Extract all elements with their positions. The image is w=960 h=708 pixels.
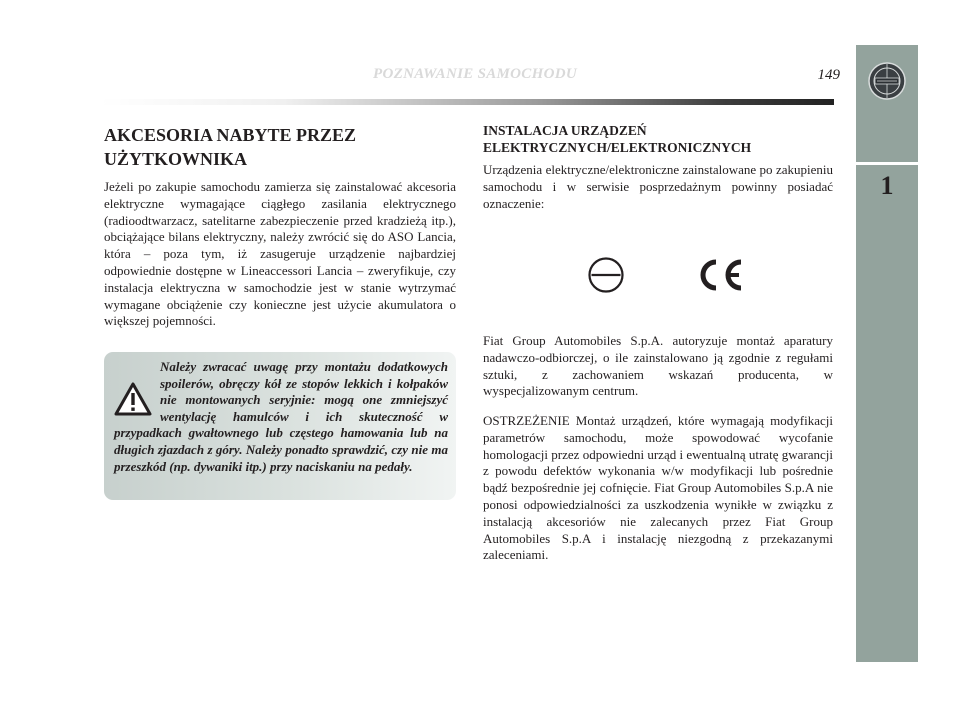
section-heading-installation <box>483 123 833 156</box>
running-header-title: POZNAWANIE SAMOCHODU <box>373 66 577 82</box>
e-mark-icon <box>587 256 625 294</box>
lancia-logo-icon <box>867 61 907 101</box>
chapter-side-tab <box>856 45 918 662</box>
warning-box <box>104 352 456 500</box>
warning-text-block <box>114 359 448 475</box>
header-rule <box>100 99 834 105</box>
heading-line-2: ELEKTRYCZNYCH/ELEKTRONICZNYCH <box>483 139 752 155</box>
warning-text: Należy zwracać uwagę przy montażu dodatkowych spoilerów, obręczy kół ze stopów lekkich i kołpaków nie montowanych seryjnie: mogą one zmniejszyć wentylację hamulców i ich skuteczność w przypadkach gwałtownego lub częstego hamowania lub na długich zjazdach z góry. Należy ponadto sprawdzić, czy nie ma przeszkód (np. dywaniki itp.) przy naciskaniu na pedały. <box>114 359 448 474</box>
heading-line-1: INSTALACJA URZĄDZEŃ <box>483 123 647 138</box>
heading-line-1: AKCESORIA NABYTE PRZEZ <box>104 125 357 145</box>
authorization-paragraph: Fiat Group Automobiles S.p.A. autoryzuje montaż aparatury nadawczo-odbiorczej, o ile zainstalowano ją zgodnie z regułami sztuki, z zachowaniem wskazań producenta, w wyspecjalizowanym centrum. <box>483 333 833 399</box>
section-heading-accessories <box>104 123 434 171</box>
chapter-number: 1 <box>880 171 894 200</box>
installation-intro-paragraph: Urządzenia elektryczne/elektroniczne zainstalowane po zakupieniu samochodu i w serwisie posprzedażnym powinny posiadać oznaczenie: <box>483 162 833 211</box>
caution-paragraph: OSTRZEŻENIE Montaż urządzeń, które wymagają modyfikacji parametrów samochodu, może spowodować wycofanie homologacji przez odpowiedni urząd i ewentualną utratę gwarancji z powodu defektów wykonania w/w modyfikacji lub pośrednie bądź bezpośrednie jej cofnięcie. Fiat Group Automobiles S.p.A nie ponosi odpowiedzialności za uszkodzenia wynikłe w związku z instalacją akcesoriów nie zalecanych przez Fiat Group Automobiles S.p.A i instalację niezgodną z przekazanymi zaleceniami. <box>483 413 833 563</box>
ce-mark-icon <box>696 258 746 292</box>
side-tab-divider <box>856 162 918 165</box>
page-number: 149 <box>817 67 840 83</box>
heading-line-2: UŻYTKOWNIKA <box>104 149 248 169</box>
accessories-paragraph: Jeżeli po zakupie samochodu zamierza się zainstalować akcesoria elektryczne wymagające ciągłego zasilania elektrycznego (radioodtwarzacz, satelitarne zabezpieczenie przed kradzieżą itp.), obciążające bilans elektryczny, należy zwrócić się do ASO Lancia, która – poza tym, iż zasugeruje urządzenie najbardziej odpowiednie dostępne w Lineaccessori Lancia – zweryfikuje, czy instalacja elektryczna w samochodzie jest w stanie wytrzymać wymagane obciążenie czy konieczne jest użycie akumulatora o większej pojemności. <box>104 179 456 329</box>
